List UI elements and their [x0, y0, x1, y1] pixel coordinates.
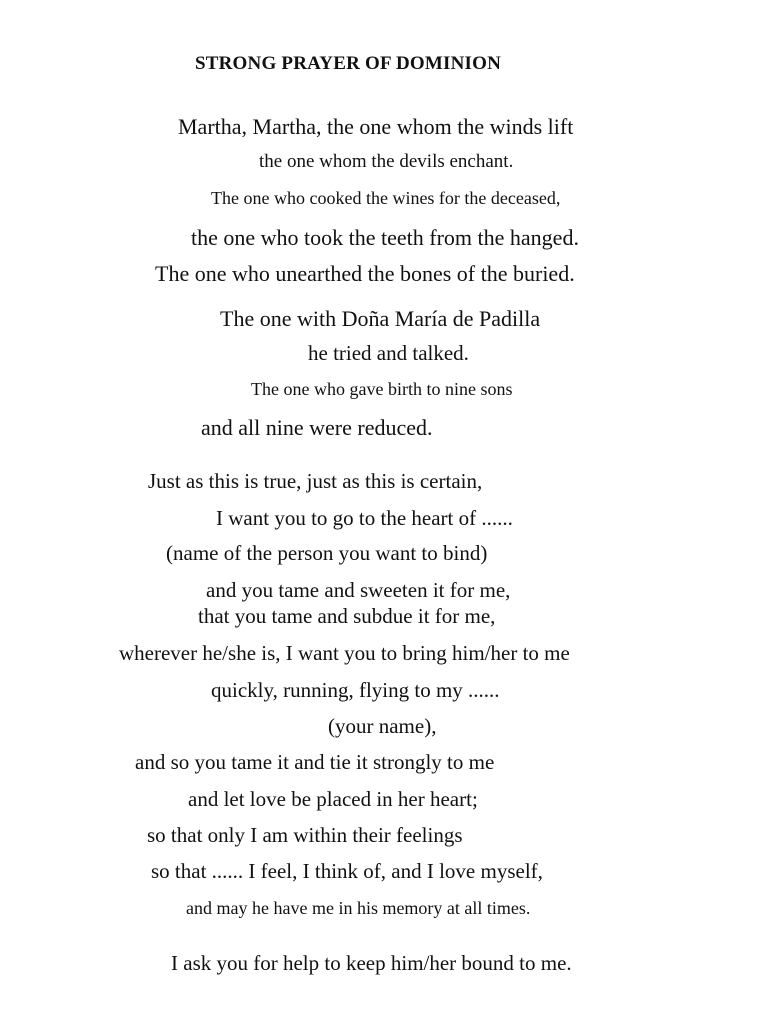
poem-line: he tried and talked.: [308, 341, 469, 365]
poem-line: (your name),: [328, 714, 437, 738]
poem-line: Martha, Martha, the one whom the winds lift: [178, 114, 574, 139]
poem-line: I want you to go to the heart of ......: [216, 506, 513, 530]
poem-line: and let love be placed in her heart;: [188, 787, 478, 811]
poem-line: and so you tame it and tie it strongly to me: [135, 750, 495, 774]
poem-line: so that ...... I feel, I think of, and I love myself,: [151, 859, 543, 883]
document-title: STRONG PRAYER OF DOMINION: [195, 53, 502, 74]
poem-line: The one with Doña María de Padilla: [220, 306, 541, 331]
poem-line: Just as this is true, just as this is certain,: [148, 469, 483, 493]
poem-line: and all nine were reduced.: [201, 415, 433, 440]
poem-line: the one who took the teeth from the hanged.: [191, 225, 579, 250]
poem-line: and you tame and sweeten it for me,: [206, 578, 511, 602]
poem-line: The one who gave birth to nine sons: [251, 379, 513, 399]
poem-line: The one who unearthed the bones of the buried.: [155, 261, 575, 286]
poem-line: so that only I am within their feelings: [147, 823, 463, 847]
poem-line: wherever he/she is, I want you to bring him/her to me: [119, 641, 570, 665]
poem-line: the one whom the devils enchant.: [259, 151, 514, 172]
poem-line: that you tame and subdue it for me,: [198, 604, 496, 628]
poem-line: (name of the person you want to bind): [166, 541, 488, 565]
poem-line: The one who cooked the wines for the deceased,: [211, 188, 561, 208]
poem-line: and may he have me in his memory at all times.: [186, 898, 531, 918]
poem-line: quickly, running, flying to my ......: [211, 678, 500, 702]
closing-line: I ask you for help to keep him/her bound to me.: [171, 951, 572, 975]
